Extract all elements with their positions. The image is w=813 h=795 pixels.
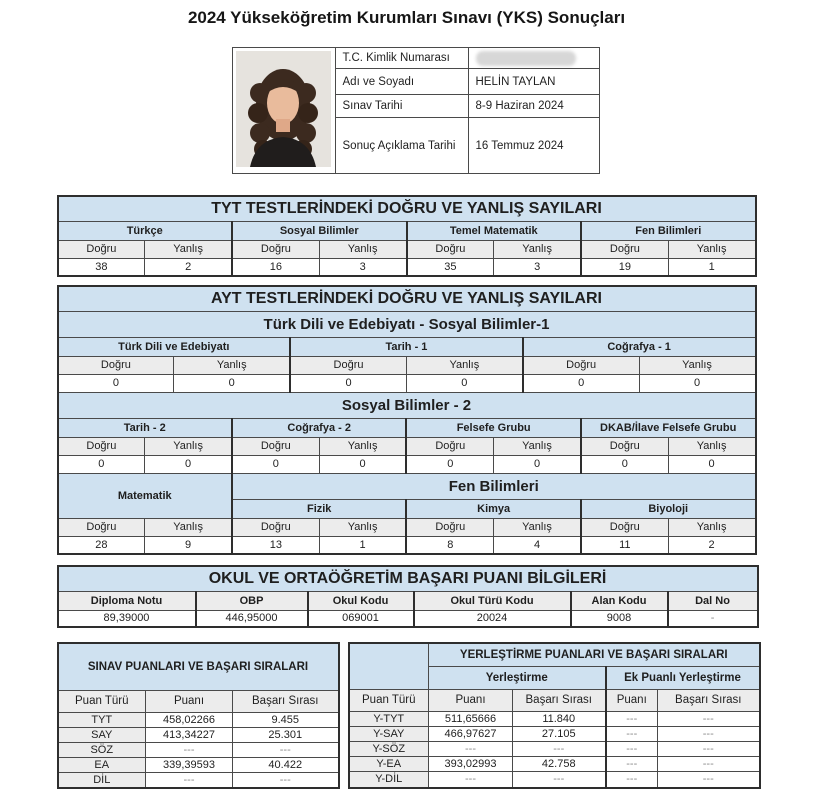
- ayt-fizik-yanlis: 1: [319, 536, 406, 554]
- sinav-row-say-type: SAY: [58, 727, 146, 742]
- redacted-id-blur: [476, 51, 576, 66]
- tyt-sosyal-dogru: 16: [232, 258, 319, 276]
- ayt-s3-subject-fizik: Fizik: [232, 499, 406, 518]
- identity-value-name: HELİN TAYLAN: [468, 69, 599, 94]
- yer-row-yea-type: Y-EA: [349, 757, 429, 772]
- okul-value-okul-turu: 20024: [414, 610, 571, 627]
- yer-header-puani: Puanı: [429, 689, 513, 711]
- ayt-matematik-dogru: 28: [58, 536, 145, 554]
- yer-header-ek-basari-sirasi: Başarı Sırası: [658, 689, 760, 711]
- sinav-row-tyt-type: TYT: [58, 712, 146, 727]
- ayt-s2-tarih2-dogru-label: Doğru: [58, 437, 145, 455]
- tyt-sosyal-dogru-label: Doğru: [232, 240, 319, 258]
- student-photo: [232, 48, 335, 174]
- ayt-table: [57, 285, 757, 555]
- ayt-matematik-yanlis-label: Yanlış: [145, 518, 232, 536]
- ayt-s2-felsefe-yanlis-label: Yanlış: [494, 437, 581, 455]
- tyt-subject-fen: Fen Bilimleri: [581, 221, 756, 240]
- yer-header-puan-turu: Puan Türü: [349, 689, 429, 711]
- tyt-subject-matematik: Temel Matematik: [407, 221, 582, 240]
- sinav-row-say-sira: 25.301: [233, 727, 339, 742]
- ayt-s2-tarih2-yanlis: 0: [145, 455, 232, 473]
- sinav-row-dil-puan: ---: [146, 772, 233, 788]
- ayt-s2-cografya2-dogru-label: Doğru: [232, 437, 319, 455]
- yer-row-yea-ek-sira: ---: [658, 757, 760, 772]
- ayt-s3-subject-kimya: Kimya: [406, 499, 580, 518]
- okul-header-okul-kodu: Okul Kodu: [308, 591, 414, 610]
- tyt-sosyal-yanlis-label: Yanlış: [319, 240, 406, 258]
- okul-value-diploma: 89,39000: [58, 610, 196, 627]
- ayt-s1-tarih1-dogru-label: Doğru: [290, 356, 406, 374]
- okul-value-alan-kodu: 9008: [571, 610, 668, 627]
- yer-row-ydil-type: Y-DİL: [349, 772, 429, 788]
- ayt-section1-title: Türk Dili ve Edebiyatı - Sosyal Bilimler-1: [58, 311, 756, 337]
- tyt-turkce-yanlis: 2: [145, 258, 232, 276]
- okul-title: OKUL VE ORTAÖĞRETİM BAŞARI PUANI BİLGİLERİ: [58, 566, 758, 591]
- sinav-row-ea-puan: 339,39593: [146, 757, 233, 772]
- ayt-s2-tarih2-yanlis-label: Yanlış: [145, 437, 232, 455]
- ayt-s1-subject-tde: Türk Dili ve Edebiyatı: [58, 337, 291, 356]
- ayt-kimya-yanlis-label: Yanlış: [494, 518, 581, 536]
- yer-row-ysay-puan: 466,97627: [429, 727, 513, 742]
- yer-row-yea-sira: 42.758: [513, 757, 606, 772]
- bottom-tables: [57, 642, 757, 789]
- ayt-biyoloji-dogru: 11: [581, 536, 668, 554]
- ayt-fizik-yanlis-label: Yanlış: [319, 518, 406, 536]
- ayt-s2-dkab-dogru-label: Doğru: [581, 437, 668, 455]
- tyt-fen-yanlis-label: Yanlış: [668, 240, 755, 258]
- identity-label-name: Adı ve Soyadı: [335, 69, 468, 94]
- ayt-s2-felsefe-dogru-label: Doğru: [406, 437, 493, 455]
- ayt-s2-felsefe-dogru: 0: [406, 455, 493, 473]
- ayt-s1-tde-dogru: 0: [58, 374, 174, 392]
- yer-row-ydil-ek-sira: ---: [658, 772, 760, 788]
- sinav-row-tyt-puan: 458,02266: [146, 712, 233, 727]
- tyt-turkce-dogru-label: Doğru: [58, 240, 145, 258]
- identity-value-tc-kimlik: [468, 48, 599, 69]
- yer-header-basari-sirasi: Başarı Sırası: [513, 689, 606, 711]
- identity-label-exam-date: Sınav Tarihi: [335, 94, 468, 117]
- tyt-subject-turkce: Türkçe: [58, 221, 233, 240]
- okul-header-obp: OBP: [196, 591, 308, 610]
- ayt-biyoloji-yanlis-label: Yanlış: [668, 518, 755, 536]
- tyt-fen-dogru-label: Doğru: [581, 240, 668, 258]
- ayt-matematik-dogru-label: Doğru: [58, 518, 145, 536]
- tyt-turkce-dogru: 38: [58, 258, 145, 276]
- okul-header-diploma: Diploma Notu: [58, 591, 196, 610]
- ayt-matematik-yanlis: 9: [145, 536, 232, 554]
- ayt-biyoloji-dogru-label: Doğru: [581, 518, 668, 536]
- ayt-s2-cografya2-yanlis-label: Yanlış: [319, 437, 406, 455]
- ayt-s1-tde-dogru-label: Doğru: [58, 356, 174, 374]
- yer-row-ysay-type: Y-SAY: [349, 727, 429, 742]
- sinav-row-dil-type: DİL: [58, 772, 146, 788]
- ayt-s1-tde-yanlis-label: Yanlış: [174, 356, 290, 374]
- tyt-turkce-yanlis-label: Yanlış: [145, 240, 232, 258]
- ayt-matematik-label: Matematik: [58, 473, 232, 518]
- yer-row-ysoz-type: Y-SÖZ: [349, 742, 429, 757]
- ayt-s1-cografya1-yanlis: 0: [639, 374, 755, 392]
- yer-row-ysay-sira: 27.105: [513, 727, 606, 742]
- okul-header-okul-turu: Okul Türü Kodu: [414, 591, 571, 610]
- tyt-matematik-dogru-label: Doğru: [407, 240, 494, 258]
- ayt-s2-cografya2-yanlis: 0: [319, 455, 406, 473]
- ayt-kimya-dogru-label: Doğru: [406, 518, 493, 536]
- identity-value-exam-date: 8-9 Haziran 2024: [468, 94, 599, 117]
- tyt-fen-yanlis: 1: [668, 258, 755, 276]
- yer-row-ysoz-sira: ---: [513, 742, 606, 757]
- ayt-s2-dkab-yanlis: 0: [668, 455, 755, 473]
- ayt-s2-cografya2-dogru: 0: [232, 455, 319, 473]
- ayt-s2-subject-felsefe: Felsefe Grubu: [406, 418, 580, 437]
- ayt-biyoloji-yanlis: 2: [668, 536, 755, 554]
- yer-row-ytyt-type: Y-TYT: [349, 711, 429, 726]
- tyt-subject-sosyal: Sosyal Bilimler: [232, 221, 407, 240]
- ayt-s1-tde-yanlis: 0: [174, 374, 290, 392]
- identity-label-tc-kimlik: T.C. Kimlik Numarası: [335, 48, 468, 69]
- okul-value-okul-kodu: 069001: [308, 610, 414, 627]
- ayt-s1-subject-tarih1: Tarih - 1: [290, 337, 523, 356]
- ayt-fen-title: Fen Bilimleri: [232, 473, 756, 499]
- yer-title: YERLEŞTİRME PUANLARI VE BAŞARI SIRALARI: [429, 643, 760, 666]
- okul-value-obp: 446,95000: [196, 610, 308, 627]
- sinav-header-basari-sirasi: Başarı Sırası: [233, 690, 339, 712]
- yer-row-ysay-ek-puan: ---: [606, 727, 658, 742]
- ayt-s2-subject-cografya2: Coğrafya - 2: [232, 418, 406, 437]
- page-title: 2024 Yükseköğretim Kurumları Sınavı (YKS) Sonuçları: [187, 8, 626, 27]
- yer-row-ytyt-sira: 11.840: [513, 711, 606, 726]
- portrait-photo-image: [236, 51, 331, 167]
- ayt-kimya-yanlis: 4: [494, 536, 581, 554]
- tyt-table: [57, 195, 757, 277]
- ayt-section2-title: Sosyal Bilimler - 2: [58, 392, 756, 418]
- tyt-title: TYT TESTLERİNDEKİ DOĞRU VE YANLIŞ SAYILARI: [58, 196, 756, 221]
- okul-value-dal-no: -: [668, 610, 758, 627]
- tyt-matematik-yanlis-label: Yanlış: [494, 240, 581, 258]
- ayt-s2-felsefe-yanlis: 0: [494, 455, 581, 473]
- yerlestirme-puanlari-table: [348, 642, 761, 789]
- yer-row-ydil-ek-puan: ---: [606, 772, 658, 788]
- ayt-s1-cografya1-dogru-label: Doğru: [523, 356, 639, 374]
- tyt-fen-dogru: 19: [581, 258, 668, 276]
- sinav-header-puani: Puanı: [146, 690, 233, 712]
- yer-row-ytyt-puan: 511,65666: [429, 711, 513, 726]
- yer-row-ysoz-ek-sira: ---: [658, 742, 760, 757]
- yer-row-ysay-ek-sira: ---: [658, 727, 760, 742]
- tyt-sosyal-yanlis: 3: [319, 258, 406, 276]
- sinav-row-ea-sira: 40.422: [233, 757, 339, 772]
- okul-header-alan-kodu: Alan Kodu: [571, 591, 668, 610]
- ayt-s3-subject-biyoloji: Biyoloji: [581, 499, 756, 518]
- tyt-matematik-yanlis: 3: [494, 258, 581, 276]
- yer-row-ydil-puan: ---: [429, 772, 513, 788]
- yer-empty-corner: [349, 643, 429, 689]
- page: [57, 0, 757, 789]
- okul-table: [57, 565, 759, 628]
- identity-table: [232, 47, 600, 174]
- sinav-row-say-puan: 413,34227: [146, 727, 233, 742]
- ayt-s2-tarih2-dogru: 0: [58, 455, 145, 473]
- yer-row-yea-ek-puan: ---: [606, 757, 658, 772]
- sinav-header-puan-turu: Puan Türü: [58, 690, 146, 712]
- ayt-fizik-dogru-label: Doğru: [232, 518, 319, 536]
- yer-header-ek-puani: Puanı: [606, 689, 658, 711]
- okul-header-dal-no: Dal No: [668, 591, 758, 610]
- sinav-row-soz-sira: ---: [233, 742, 339, 757]
- ayt-fizik-dogru: 13: [232, 536, 319, 554]
- yer-row-yea-puan: 393,02993: [429, 757, 513, 772]
- ayt-s1-tarih1-yanlis-label: Yanlış: [406, 356, 522, 374]
- ayt-s1-tarih1-dogru: 0: [290, 374, 406, 392]
- ayt-s2-dkab-yanlis-label: Yanlış: [668, 437, 755, 455]
- ayt-s2-subject-dkab: DKAB/İlave Felsefe Grubu: [581, 418, 756, 437]
- yer-group-ek-puanli: Ek Puanlı Yerleştirme: [606, 666, 760, 689]
- sinav-title: SINAV PUANLARI VE BAŞARI SIRALARI: [58, 643, 339, 690]
- yer-row-ysoz-puan: ---: [429, 742, 513, 757]
- yer-row-ytyt-ek-puan: ---: [606, 711, 658, 726]
- ayt-s2-subject-tarih2: Tarih - 2: [58, 418, 232, 437]
- identity-label-result-date: Sonuç Açıklama Tarihi: [335, 118, 468, 174]
- sinav-row-soz-type: SÖZ: [58, 742, 146, 757]
- ayt-kimya-dogru: 8: [406, 536, 493, 554]
- yer-group-yerlestirme: Yerleştirme: [429, 666, 606, 689]
- yer-row-ydil-sira: ---: [513, 772, 606, 788]
- tyt-matematik-dogru: 35: [407, 258, 494, 276]
- ayt-s2-dkab-dogru: 0: [581, 455, 668, 473]
- ayt-s1-cografya1-yanlis-label: Yanlış: [639, 356, 755, 374]
- identity-value-result-date: 16 Temmuz 2024: [468, 118, 599, 174]
- sinav-row-dil-sira: ---: [233, 772, 339, 788]
- sinav-row-soz-puan: ---: [146, 742, 233, 757]
- ayt-s1-tarih1-yanlis: 0: [406, 374, 522, 392]
- ayt-title: AYT TESTLERİNDEKİ DOĞRU VE YANLIŞ SAYILARI: [58, 286, 756, 311]
- sinav-puanlari-table: [57, 642, 340, 789]
- yer-row-ytyt-ek-sira: ---: [658, 711, 760, 726]
- sinav-row-tyt-sira: 9.455: [233, 712, 339, 727]
- sinav-row-ea-type: EA: [58, 757, 146, 772]
- yer-row-ysoz-ek-puan: ---: [606, 742, 658, 757]
- ayt-s1-subject-cografya1: Coğrafya - 1: [523, 337, 756, 356]
- ayt-s1-cografya1-dogru: 0: [523, 374, 639, 392]
